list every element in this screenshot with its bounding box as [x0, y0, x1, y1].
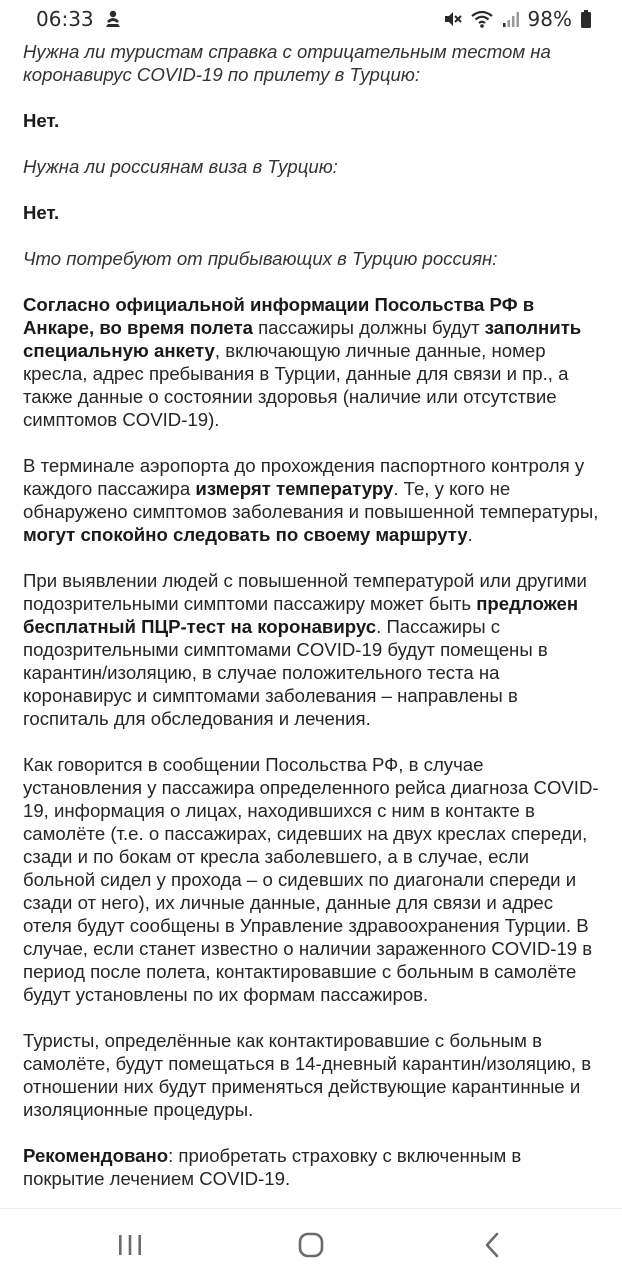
- paragraph-temperature: [23, 454, 605, 546]
- text-span: . Пассажиры с подозрительными симптомами COVID-19 будут помещены в карантин/изоляцию, в случае положительного теста на коронавирус и симптомами заболевания – направлены в госпиталь для обследования и лечения.: [23, 616, 548, 729]
- home-icon: [297, 1231, 325, 1259]
- status-time: 06:33: [36, 7, 94, 31]
- signal-icon: [502, 9, 520, 29]
- text-span: .: [467, 524, 473, 545]
- back-button[interactable]: [452, 1215, 532, 1275]
- question-certificate: Нужна ли туристам справка с отрицательным тестом на коронавирус COVID-19 по прилету в Турцию:: [23, 41, 551, 85]
- text-span: , включающую личные данные, номер кресла, адрес пребывания в Турции, данные для связи и пр., а также данные о состоянии здоровья (наличие или отсутствие симптомов COVID-19).: [23, 340, 569, 430]
- text-span: . Те, у кого не обнаружено симптомов заболевания и повышенной температуры,: [23, 478, 599, 522]
- paragraph-quarantine: Туристы, определённые как контактировавшие с больным в самолёте, будут помещаться в 14-дневный карантин/изоляцию, в отношении них будут применяться действующие карантинные и изоляционные процедуры.: [23, 1030, 592, 1120]
- status-right: [442, 7, 592, 31]
- text-span: : приобретать страховку с включенным в покрытие лечением COVID-19.: [23, 1145, 522, 1189]
- answer-visa: Нет.: [23, 202, 60, 223]
- home-button[interactable]: [271, 1215, 351, 1275]
- paragraph-pcr-test: [23, 569, 605, 730]
- text-span: При выявлении людей с повышенной температурой или другими подозрительными симптоми пассажиру может быть: [23, 570, 587, 614]
- status-bar: [0, 0, 622, 38]
- question-requirements: Что потребуют от прибывающих в Турцию россиян:: [23, 248, 498, 269]
- bold-fill-form: заполнить специальную анкету: [23, 317, 582, 361]
- bold-embassy-info: Согласно официальной информации Посольства РФ в Анкаре, во время полета: [23, 294, 535, 338]
- answer-certificate: Нет.: [23, 110, 60, 131]
- battery-icon: [580, 9, 592, 29]
- notification-icon: [104, 9, 122, 29]
- bold-recommended: Рекомендовано: [23, 1145, 169, 1166]
- bold-follow-route: могут спокойно следовать по своему маршруту: [23, 524, 468, 545]
- recent-apps-icon: [117, 1233, 143, 1257]
- back-icon: [482, 1231, 502, 1259]
- bold-free-pcr: предложен бесплатный ПЦР-тест на коронавирус: [23, 593, 579, 637]
- paragraph-embassy-form: [23, 293, 605, 431]
- navigation-bar: [0, 1208, 622, 1280]
- text-span: пассажиры должны будут: [252, 317, 485, 338]
- wifi-icon: [470, 9, 494, 29]
- battery-percent: 98%: [527, 7, 572, 31]
- recent-apps-button[interactable]: [90, 1215, 170, 1275]
- text-span: В терминале аэропорта до прохождения паспортного контроля у каждого пассажира: [23, 455, 585, 499]
- paragraph-contacts: Как говорится в сообщении Посольства РФ, в случае установления у пассажира определенного рейса диагноза COVID-19, информация о лицах, находившихся с ним в контакте в самолёте (т.е. о пассажирах, сидевших на двух креслах спереди, сзади и по бокам от кресла заболевшего, а в случае, если больной сидел у прохода – о сидевших по диагонали спереди и сзади от него), их личные данные, данные для связи и адрес отеля будут сообщены в Управление здравоохранения Турции. В случае, если станет известно о наличии зараженного COVID-19 в период после полета, контактировавшие с больным в самолёте будут установлены по их формам пассажиров.: [23, 754, 599, 1005]
- bold-measure-temperature: измерят температуру: [195, 478, 394, 499]
- mute-icon: [442, 9, 462, 29]
- question-visa: Нужна ли россиянам виза в Турцию:: [23, 156, 338, 177]
- status-left: [36, 7, 122, 31]
- paragraph-recommendation: [23, 1144, 605, 1190]
- article-content: [23, 40, 605, 1213]
